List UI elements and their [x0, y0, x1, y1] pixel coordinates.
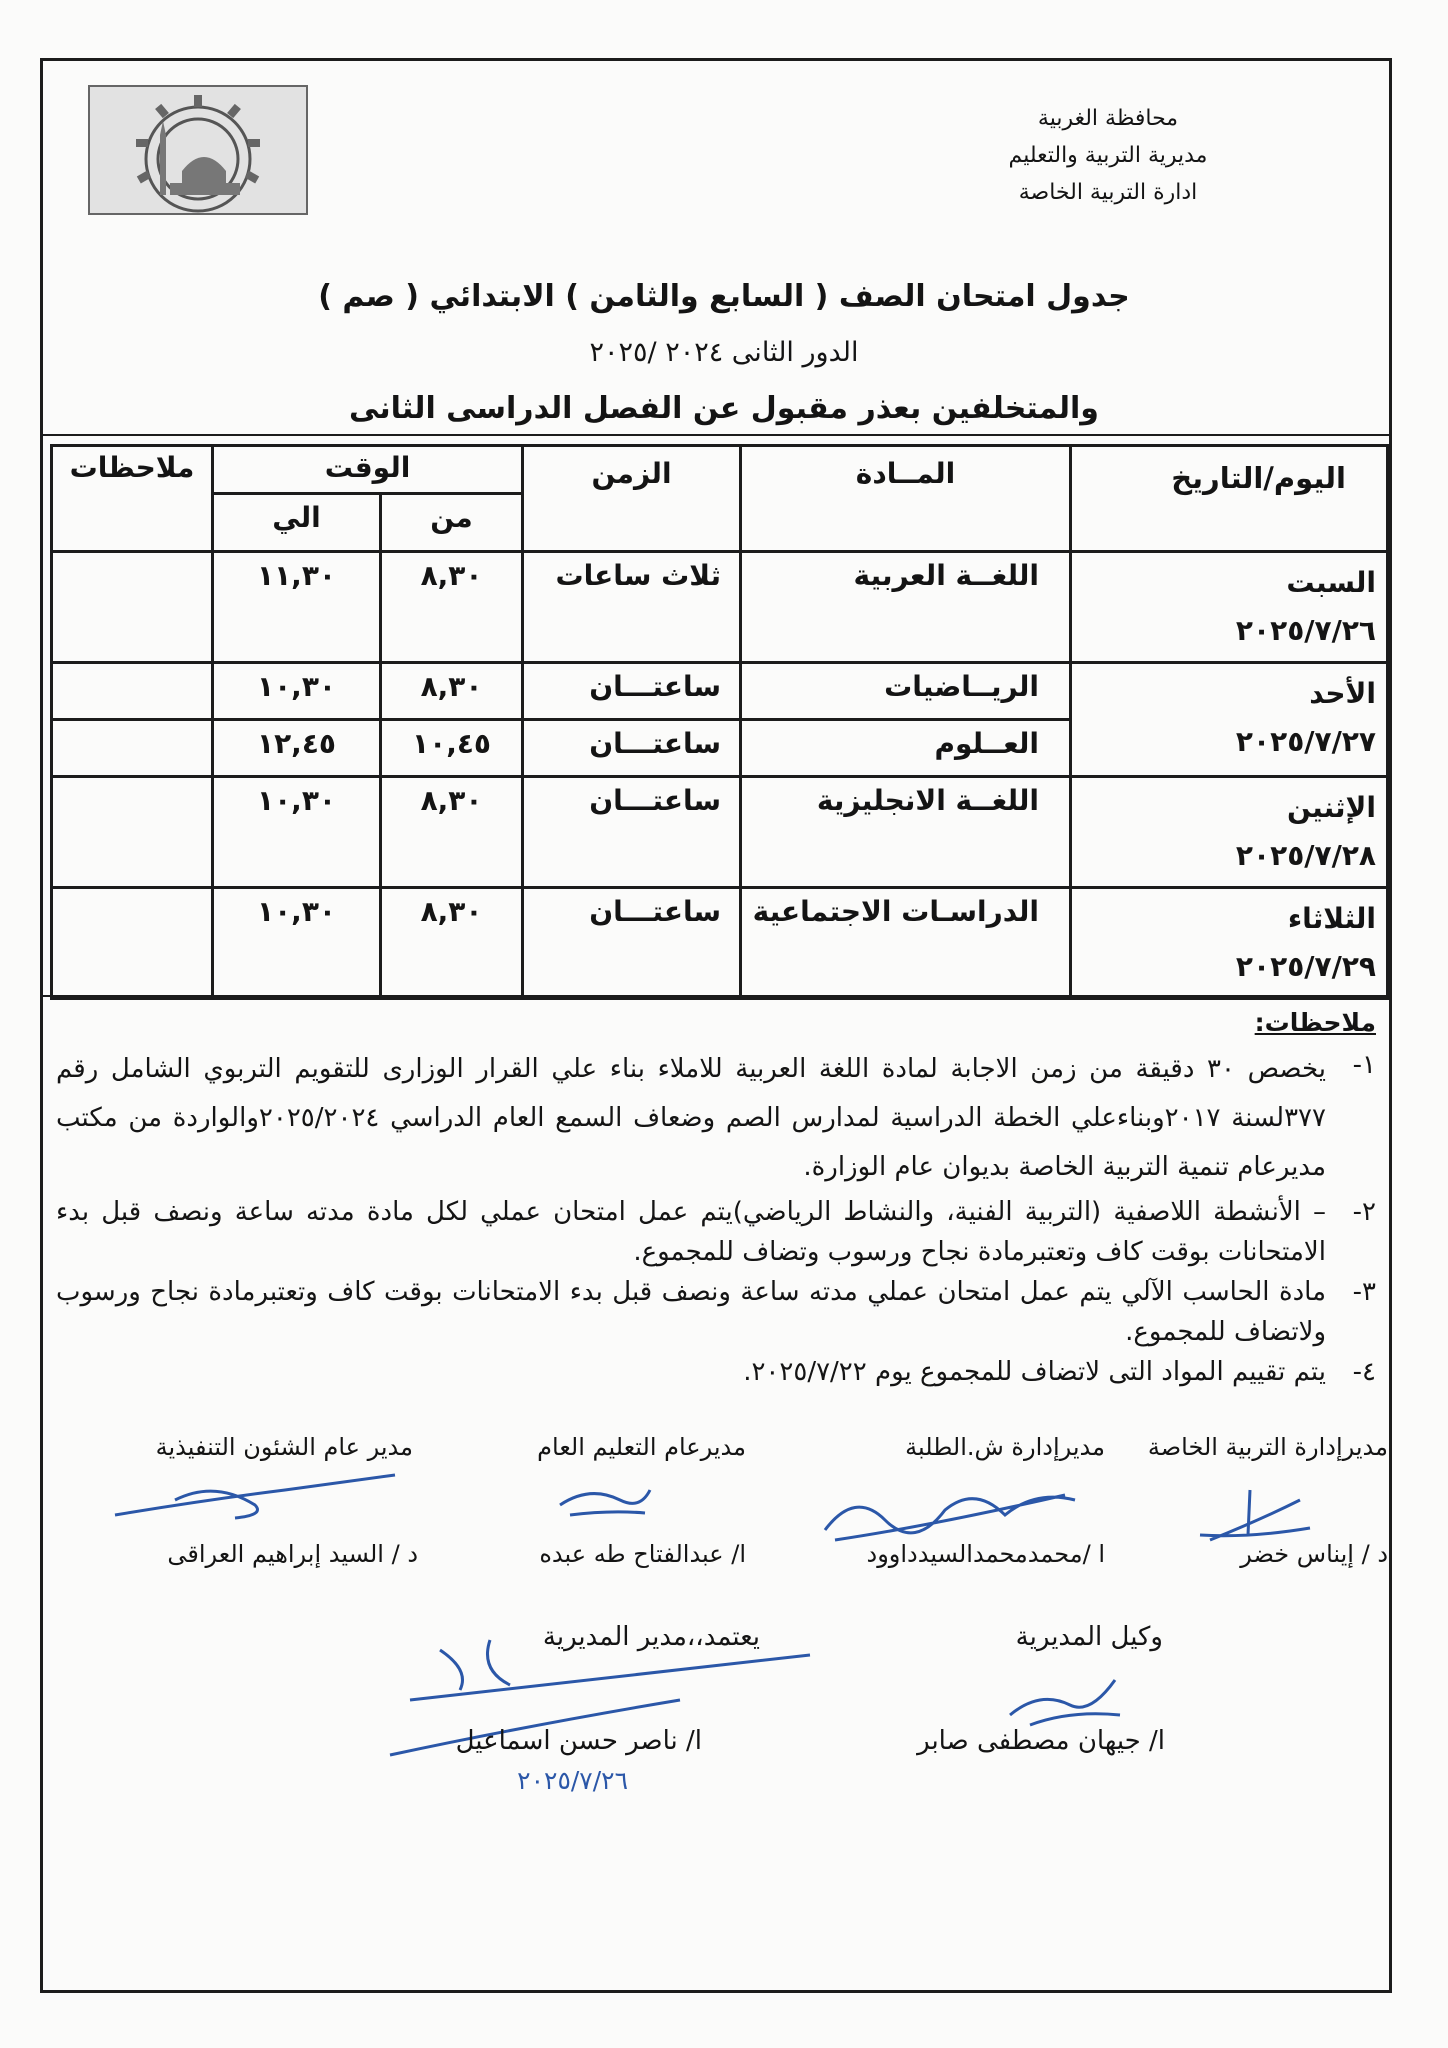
note-text: يتم تقييم المواد التى لاتضاف للمجموع يوم ٢٠٢٥/٧/٢٢. [743, 1357, 1326, 1387]
duration-cell: ساعتـــان [523, 888, 741, 999]
title-line-2: الدور الثانى ٢٠٢٤ /٢٠٢٥ [589, 337, 859, 368]
note-number: ١- [1352, 1050, 1376, 1080]
header-duration: الزمن [523, 446, 741, 552]
note-item [56, 1352, 1376, 1392]
exam-date: ٢٠٢٥/٧/٢٦ [1235, 614, 1377, 647]
signatory-title: مديرعام التعليم العام [537, 1433, 746, 1461]
notes-cell [52, 888, 213, 999]
subject-cell: الريــاضيات [741, 663, 1071, 720]
duration-cell: ساعتـــان [523, 720, 741, 777]
title-line-1: جدول امتحان الصف ( السابع والثامن ) الابتدائي ( صم ) [318, 279, 1130, 314]
signatory-title: يعتمد،،مدير المديرية [542, 1622, 760, 1652]
note-number: ٣- [1352, 1277, 1376, 1307]
day-name: السبت [1286, 566, 1377, 599]
directorate-logo [88, 85, 308, 215]
subject-cell: اللغــة الانجليزية [741, 777, 1071, 888]
header-time: الوقت [213, 446, 523, 494]
signatory-name: ا /محمدمحمدالسيدداوود [866, 1540, 1105, 1568]
notes-cell [52, 552, 213, 663]
note-number: ٢- [1352, 1197, 1376, 1227]
table-row [52, 888, 1388, 999]
notes-title: ملاحظات: [1254, 1008, 1376, 1037]
day-cell [1071, 663, 1388, 777]
table-row [52, 552, 1388, 663]
day-cell [1071, 552, 1388, 663]
note-number: ٤- [1352, 1357, 1376, 1387]
subject-cell: اللغــة العربية [741, 552, 1071, 663]
signatory-title: وكيل المديرية [1015, 1622, 1163, 1652]
exam-date: ٢٠٢٥/٧/٢٩ [1235, 950, 1377, 983]
note-text: يخصص ٣٠ دقيقة من زمن الاجابة لمادة اللغة العربية للاملاء بناء علي القرار الوزارى للتقويم التربوي الشامل رقم ٣٧٧لسنة ٢٠١٧وبناءعلي الخطة الدراسية لمدارس الصم وضعاف السمع العام الدراسي ٢٠٢٥/٢٠٢٤والواردة من مكتب مديرعام تنمية التربية الخاصة بديوان عام الوزارة. [56, 1054, 1326, 1182]
to-cell: ١٠,٣٠ [213, 888, 381, 999]
department-name: ادارة التربية الخاصة [1018, 180, 1198, 205]
divider [43, 995, 1389, 997]
header-from: من [381, 494, 523, 552]
header-to: الي [213, 494, 381, 552]
gear-mosque-icon [90, 87, 306, 213]
day-cell [1071, 777, 1388, 888]
subject-cell: العــلوم [741, 720, 1071, 777]
signatory-name: ا/ جيهان مصطفى صابر [917, 1726, 1165, 1756]
signatory-name: ا/ عبدالفتاح طه عبده [539, 1540, 746, 1568]
signature-mark [550, 1475, 660, 1525]
duration-cell: ثلاث ساعات [523, 552, 741, 663]
note-item [56, 1045, 1376, 1192]
signatory-name: ا/ ناصر حسن اسماعيل [455, 1726, 702, 1756]
approval-date: ٢٠٢٥/٧/٢٦ [517, 1766, 628, 1795]
title-line-3: والمتخلفين بعذر مقبول عن الفصل الدراسى الثانى [349, 391, 1099, 426]
day-name: الثلاثاء [1287, 902, 1377, 935]
duration-cell: ساعتـــان [523, 663, 741, 720]
to-cell: ١٠,٣٠ [213, 663, 381, 720]
to-cell: ١٠,٣٠ [213, 777, 381, 888]
notes-cell [52, 777, 213, 888]
signature-mark [105, 1470, 405, 1530]
from-cell: ٨,٣٠ [381, 888, 523, 999]
day-name: الإثنين [1286, 791, 1377, 824]
table-row [52, 777, 1388, 888]
notes-cell [52, 663, 213, 720]
to-cell: ١٢,٤٥ [213, 720, 381, 777]
signatory-title: مديرإدارة ش.الطلبة [905, 1433, 1105, 1461]
divider [43, 434, 1389, 436]
signatory-name: د / السيد إبراهيم العراقى [167, 1540, 418, 1568]
header-subject: المــادة [741, 446, 1071, 552]
exam-date: ٢٠٢٥/٧/٢٧ [1235, 725, 1377, 758]
exam-schedule-table [50, 444, 1389, 1000]
table-row [52, 663, 1388, 720]
signatory-title: مدير عام الشئون التنفيذية [155, 1433, 413, 1461]
day-cell [1071, 888, 1388, 999]
note-item [56, 1192, 1376, 1272]
notes-section [56, 1003, 1376, 1392]
from-cell: ٨,٣٠ [381, 552, 523, 663]
note-text: – الأنشطة اللاصفية (التربية الفنية، والنشاط الرياضي)يتم عمل امتحان عملي لكل مادة مدته ساعة ونصف قبل بدء الامتحانات بوقت كاف وتعتبرمادة نجاح ورسوب وتضاف للمجموع. [56, 1197, 1326, 1267]
governorate-name: محافظة الغربية [1037, 106, 1179, 131]
header-day-date: اليوم/التاريخ [1071, 446, 1388, 552]
to-cell: ١١,٣٠ [213, 552, 381, 663]
notes-cell [52, 720, 213, 777]
from-cell: ٨,٣٠ [381, 777, 523, 888]
duration-cell: ساعتـــان [523, 777, 741, 888]
document-title [0, 268, 1448, 438]
note-text: مادة الحاسب الآلي يتم عمل امتحان عملي مدته ساعة ونصف قبل بدء الامتحانات بوقت كاف وتعتبرمادة نجاح ورسوب ولاتضاف للمجموع. [56, 1277, 1326, 1347]
subject-cell: الدراسـات الاجتماعية [741, 888, 1071, 999]
from-cell: ٨,٣٠ [381, 663, 523, 720]
day-name: الأحد [1309, 677, 1377, 710]
exam-date: ٢٠٢٥/٧/٢٨ [1235, 839, 1377, 872]
issuer-header [908, 100, 1308, 211]
signature-mark [815, 1470, 1095, 1550]
signatory-name: د / إيناس خضر [1240, 1540, 1388, 1568]
from-cell: ١٠,٤٥ [381, 720, 523, 777]
header-notes: ملاحظات [52, 446, 213, 552]
note-item [56, 1272, 1376, 1352]
directorate-name: مديرية التربية والتعليم [1008, 143, 1208, 168]
signatory-title: مديرإدارة التربية الخاصة [1147, 1433, 1388, 1461]
